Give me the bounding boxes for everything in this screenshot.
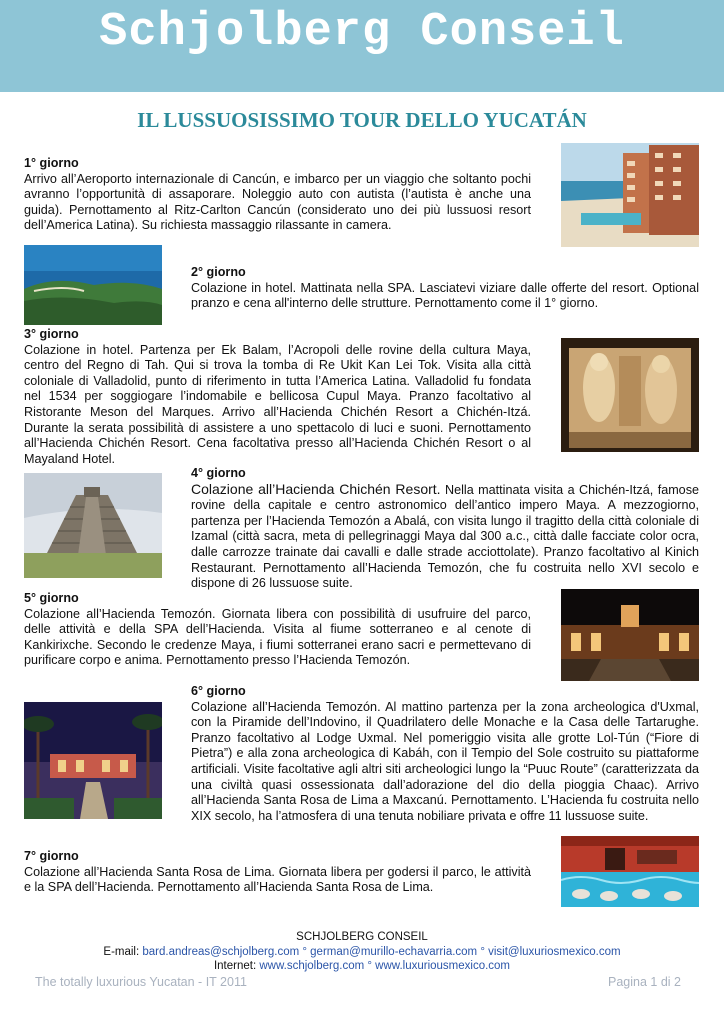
footer-page-number: Pagina 1 di 2 [608, 975, 681, 989]
footer-internet-links[interactable]: www.schjolberg.com ° www.luxuriousmexico.com [259, 960, 511, 972]
day-4-text: Nella mattinata visita a Chichén-Itzá, famose rovine della capitale e centro astronomico dell’antico impero Maya. A mezzogiorno, partenza per l’Hacienda Temozón a Abalá, con visita lungo il tragitto della città coloniale di Izamal (città sacra, meta di pellegrinaggi Maya dal 300 a.c., città dalle facciate color ocra, dalle carrozze trainate dai cavalli e dalle strade acciottolate). Pranzo facoltativo al Kinich Restaurant. Pernottamento all’Hacienda Temozón, che fu costruita nello XVI secolo e dispone di 26 lussuose suite. [191, 482, 699, 591]
day-7-text: Colazione all’Hacienda Santa Rosa de Lima. Giornata libera per godersi il parco, le attività e la SPA dell’Hacienda. Pernottamento all’Hacienda Santa Rosa de Lima. [24, 864, 531, 895]
footer-internet-line [0, 960, 724, 972]
day-6-text: Colazione all’Hacienda Temozón. Al mattino partenza per la zona archeologica d'Uxmal, con la Piramide dell’Indovino, il Quadrilatero delle Monache e la Casa delle Tartarughe. Pranzo facoltativo al Lodge Uxmal. Nel pomeriggio visita alle grotte Lol-Tún (“Fiore di Pietra”) e alla zona archeologica di Kabáh, con il Tempio del Sole costruito su piattaforme artificiali. Visite facoltative agli altri siti archeologici lungo la “Puuc Route” (caratterizzata da una civiltà quasi ossessionata dall’adorazione del dio della pioggia Chaac). Arrivo all’Hacienda Santa Rosa de Lima a Maxcanú. Pernottamento. L’Hacienda fu costruita nello XIX secolo, ha l’atmosfera di una tenuta nobiliare privata e offre 11 lussuose suite. [191, 699, 699, 823]
hacienda-temozon-night-photo [561, 589, 699, 681]
day-2-section [191, 265, 699, 312]
footer-email-links[interactable]: bard.andreas@schjolberg.com ° german@murillo-echavarria.com ° visit@luxuriosmexico.com [142, 946, 621, 958]
day-2-text: Colazione in hotel. Mattinata nella SPA. Lasciatevi viziare dalle offerte del resort. Optional pranzo e cena all'interno delle strutture. Pernottamento come il 1° giorno. [191, 280, 699, 311]
day-4-heading: 4° giorno [191, 466, 246, 480]
footer-email-label: E-mail: [103, 946, 143, 958]
day-5-section [24, 591, 531, 669]
footer-document-name: The totally luxurious Yucatan - IT 2011 [35, 975, 247, 989]
document-title: IL LUSSUOSISSIMO TOUR DELLO YUCATÁN [137, 108, 587, 132]
ek-balam-sculpture-photo [561, 338, 699, 452]
chichen-itza-pyramid-photo [24, 473, 162, 578]
day-1-section [24, 156, 531, 234]
footer-email-line [0, 946, 724, 958]
day-5-heading: 5° giorno [24, 591, 79, 605]
day-6-heading: 6° giorno [191, 684, 246, 698]
day-4-lead: Colazione all’Hacienda Chichén Resort. [191, 480, 441, 497]
hacienda-pool-photo [561, 836, 699, 907]
day-7-section [24, 849, 531, 896]
cancun-resort-photo [561, 143, 699, 247]
island-aerial-photo [24, 245, 162, 325]
footer-internet-label: Internet: [213, 960, 260, 972]
day-5-text: Colazione all’Hacienda Temozón. Giornata libera con possibilità di usufruire del parco, delle attività e della SPA dell’Hacienda. Visita al fiume sotterraneo e al cenote di Kankirixche. Secondo le credenze Maya, i fiumi sotterranei erano sacri e permettevano di purificare corpo e anima. Pernottamento presso l’Hacienda Temozón. [24, 606, 531, 668]
hacienda-palms-photo [24, 702, 162, 819]
day-3-text: Colazione in hotel. Partenza per Ek Balam, l’Acropoli delle rovine della cultura Maya, centro del Regno di Tah. Qui si trova la tomba di Re Ukit Kan Lei Tok. Visita alla città coloniale di Valladolid, punto di riferimento in tutta l’America Latina. Valladolid fu fondata nel 1534 per soggiogare l’indomabile e bellicosa Cupul Maya. Pranzo facoltativo al Ristorante Meson del Marques. Arrivo all’Hacienda Chichén Resort a Chichén-Itzá. Durante la serata possibilità di assistere a uno spettacolo di luci e suoni. Pernottamento all’Hacienda Chichén Resort. Cena facoltativa presso all’Hacienda Chichén Resort o al Mayaland Hotel. [24, 342, 531, 466]
header-banner [0, 0, 724, 92]
day-3-heading: 3° giorno [24, 327, 79, 341]
day-3-section [24, 327, 531, 467]
day-6-section [191, 684, 699, 824]
company-title: Schjolberg Conseil [99, 6, 625, 59]
day-1-heading: 1° giorno [24, 156, 79, 170]
day-7-heading: 7° giorno [24, 849, 79, 863]
day-1-text: Arrivo all’Aeroporto internazionale di Cancún, e imbarco per un viaggio che soltanto pochi avranno l’opportunità di assaporare. Noleggio auto con autista (l’autista è anche una guida). Pernottamento al Ritz-Carlton Cancún (considerato uno dei più lussuosi resort dell’America Latina). Su richiesta massaggio rilassante in camera. [24, 171, 531, 233]
day-4-section [191, 466, 699, 592]
footer-company: SCHJOLBERG CONSEIL [296, 931, 428, 943]
day-2-heading: 2° giorno [191, 265, 246, 279]
